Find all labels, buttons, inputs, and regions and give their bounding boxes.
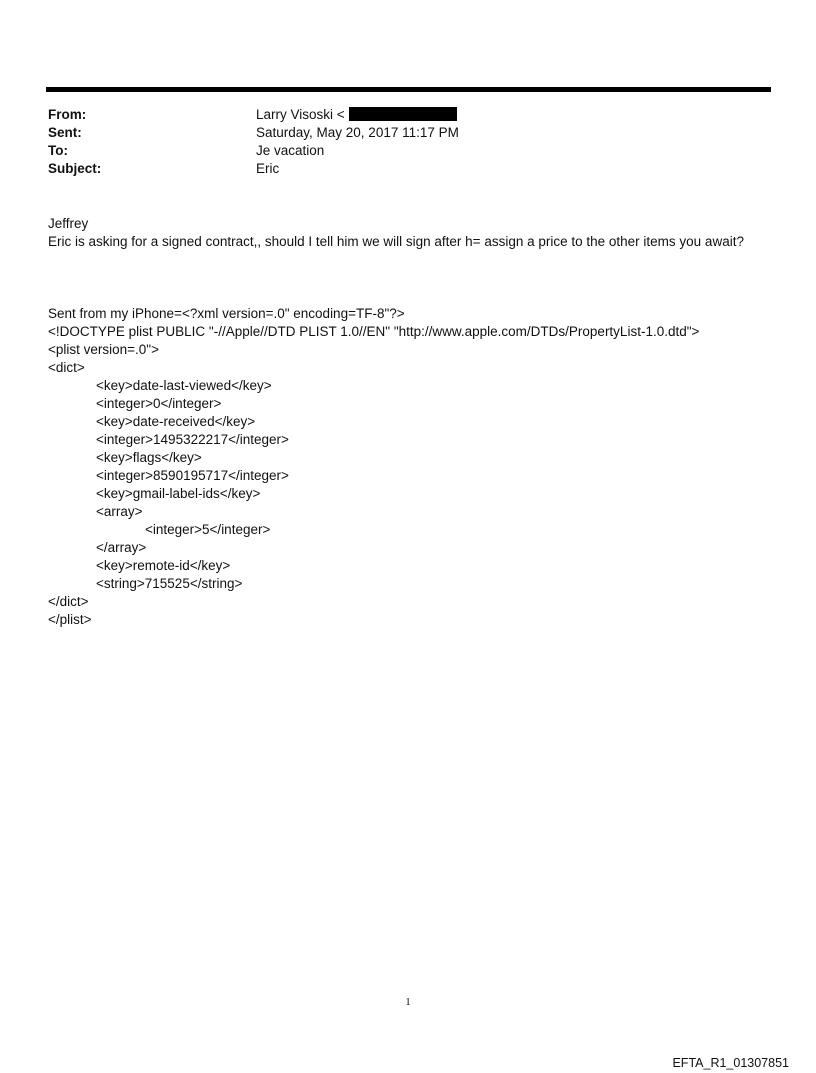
plist-line: Sent from my iPhone=<?xml version=.0" encoding=TF-8"?> — [48, 306, 405, 321]
sent-label: Sent: — [48, 125, 82, 140]
subject-row — [48, 161, 748, 179]
subject-label: Subject: — [48, 161, 102, 176]
plist-line: </dict> — [48, 594, 89, 609]
header-divider — [46, 87, 771, 92]
to-row — [48, 143, 748, 161]
plist-line: <key>flags</key> — [96, 450, 202, 465]
sent-value: Saturday, May 20, 2017 11:17 PM — [256, 125, 459, 140]
page-number: 1 — [405, 996, 411, 1008]
plist-line: <key>date-received</key> — [96, 414, 256, 429]
from-row — [48, 107, 748, 125]
plist-line: </array> — [96, 540, 147, 555]
sent-row — [48, 125, 748, 143]
plist-line: <integer>5</integer> — [145, 522, 271, 537]
plist-block — [48, 305, 788, 629]
from-sender: Larry Visoski < — [256, 107, 345, 122]
plist-line: </plist> — [48, 612, 92, 627]
redaction-bar — [349, 107, 457, 121]
plist-line: <key>remote-id</key> — [96, 558, 231, 573]
plist-line: <key>date-last-viewed</key> — [96, 378, 272, 393]
plist-line: <array> — [96, 504, 143, 519]
plist-line: <integer>1495322217</integer> — [96, 432, 289, 447]
to-label: To: — [48, 143, 68, 158]
to-value: Je vacation — [256, 143, 325, 158]
from-value — [256, 107, 457, 122]
email-greeting: Jeffrey — [48, 216, 89, 231]
bates-number: EFTA_R1_01307851 — [672, 1056, 789, 1070]
plist-line: <string>715525</string> — [96, 576, 243, 591]
from-label: From: — [48, 107, 87, 122]
email-message: Eric is asking for a signed contract,, should I tell him we will sign after h= assign a price to the other items you await? — [48, 234, 744, 249]
plist-line: <integer>0</integer> — [96, 396, 222, 411]
subject-value: Eric — [256, 161, 280, 176]
plist-line: <plist version=.0"> — [48, 342, 159, 357]
plist-line: <integer>8590195717</integer> — [96, 468, 289, 483]
plist-line: <key>gmail-label-ids</key> — [96, 486, 261, 501]
plist-line: <dict> — [48, 360, 85, 375]
plist-line: <!DOCTYPE plist PUBLIC "-//Apple//DTD PLIST 1.0//EN" "http://www.apple.com/DTDs/PropertyList-1.0.dtd"> — [48, 324, 700, 339]
email-header — [48, 107, 748, 179]
